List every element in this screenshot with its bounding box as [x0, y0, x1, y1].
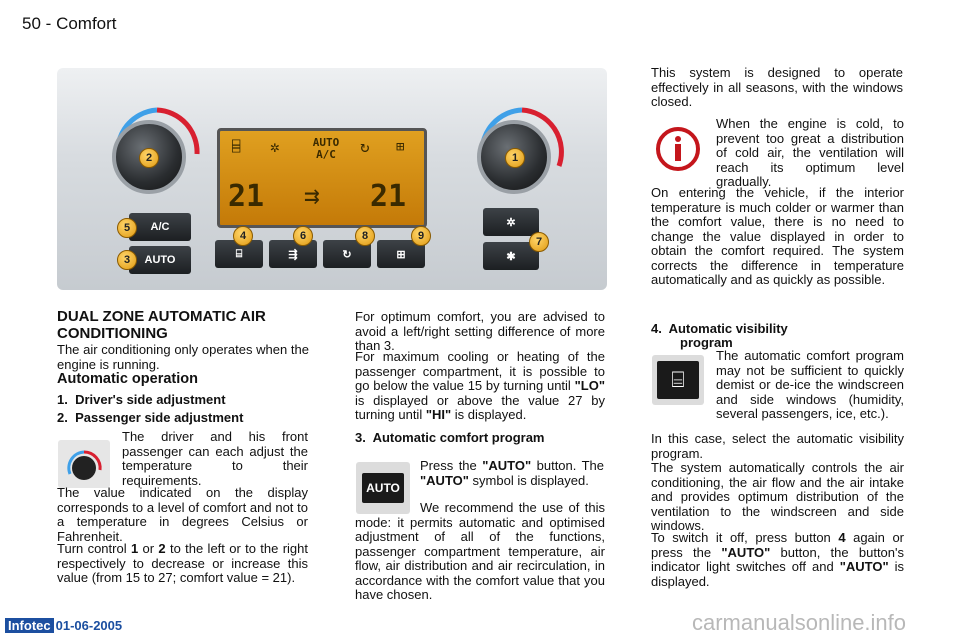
badge-5: 5 — [117, 218, 137, 238]
driver-passenger-paragraph: The driver and his front passenger can each adjust the temperature to their requirements. — [122, 429, 308, 488]
watermark: carmanualsonline.info — [692, 610, 907, 635]
list-item-3: 3. Automatic comfort program — [355, 430, 545, 445]
footer — [5, 618, 122, 633]
badge-1: 1 — [505, 148, 525, 168]
lcd-display — [217, 128, 427, 228]
list-item-4-cont: program — [680, 335, 733, 350]
display-temp-right: 21 — [370, 179, 407, 214]
badge-4: 4 — [233, 226, 253, 246]
fan-large-icon: ✲ — [506, 216, 516, 229]
recommend-paragraph: We recommend the use of this mode: it permits automatic and optimised adjustment of all of the functions, passenger compartment temperature, air flow, air distribution and air recirculation, in accordance with the comfort value that you have chosen. — [355, 500, 605, 602]
badge-2: 2 — [139, 148, 159, 168]
badge-3: 3 — [117, 250, 137, 270]
select-visibility-paragraph: In this case, select the automatic visibility program. — [651, 431, 904, 461]
display-value-paragraph: The value indicated on the display corresponds to a level of comfort and not to a temperature in degrees Celsius or Fahrenheit. — [57, 485, 308, 544]
windscreen-defrost-icon: ⌸ — [235, 247, 243, 260]
optimum-comfort-paragraph: For optimum comfort, you are advised to avoid a left/right setting difference of more than 3. — [355, 309, 605, 353]
rear-defrost-icon: ⊞ — [396, 248, 406, 261]
knob-illustration — [58, 440, 110, 488]
fan-small-icon: ✱ — [506, 250, 516, 263]
section-title: Comfort — [56, 14, 117, 33]
infotec-logo: Infotec — [5, 618, 54, 633]
page-header — [22, 14, 117, 34]
air-distribution-button[interactable] — [269, 240, 317, 268]
system-design-paragraph: This system is designed to operate effectively in all seasons, with the windows closed. — [651, 65, 903, 109]
list-item-2: 2. Passenger side adjustment — [57, 410, 244, 425]
intro-paragraph: The air conditioning only operates when the engine is running. — [57, 342, 309, 372]
auto-icon-label: AUTO — [362, 473, 404, 503]
badge-9: 9 — [411, 226, 431, 246]
badge-7: 7 — [529, 232, 549, 252]
climate-control-panel — [57, 68, 607, 290]
badge-6: 6 — [293, 226, 313, 246]
fan-display-icon: ✲ — [270, 137, 280, 156]
page-number: 50 — [22, 14, 41, 33]
display-auto-label: AUTO — [312, 136, 340, 149]
section-heading: DUAL ZONE AUTOMATIC AIR CONDITIONING — [57, 308, 266, 342]
info-note: When the engine is cold, to prevent too great a distribution of cold air, the ventilation will reach its optimum level gradually. — [716, 116, 904, 189]
list-item-1: 1. Driver's side adjustment — [57, 392, 226, 407]
recirculation-display-icon: ↻ — [360, 137, 370, 156]
defrost-display-icon: ⌸ — [232, 139, 241, 155]
defrost-button-illustration — [652, 355, 704, 405]
visibility-paragraph: The automatic comfort program may not be sufficient to quickly demist or de-ice the windscreen and side windows (humidity, several passengers, ice, etc.). — [716, 348, 904, 421]
press-auto-paragraph: Press the "AUTO" button. The "AUTO" symbol is displayed. — [420, 458, 604, 488]
switch-off-paragraph: To switch it off, press button 4 again or press the "AUTO" button, the button's indicator light switches off and "AUTO" is displayed. — [651, 530, 905, 589]
display-temp-left: 21 — [228, 179, 265, 214]
entering-vehicle-paragraph: On entering the vehicle, if the interior temperature is much colder or warmer than the comfort value, there is no need to change the value displayed in order to obtain the comfort required. The system corrects the difference in temperature automatically and as quickly as possible. — [651, 185, 904, 287]
badge-8: 8 — [355, 226, 375, 246]
ac-button[interactable]: A/C — [129, 213, 191, 241]
temperature-knob-icon — [62, 444, 106, 484]
airflow-seat-display-icon: ⇉ — [304, 181, 320, 211]
fan-increase-button[interactable] — [483, 208, 539, 236]
footer-date: 01-06-2005 — [55, 618, 123, 633]
windscreen-defrost-illustration-icon: ⌸ — [657, 361, 699, 399]
list-item-4: 4. Automatic visibility — [651, 321, 788, 336]
header-separator: - — [45, 14, 52, 33]
info-icon — [655, 126, 701, 177]
display-ac-label: A/C — [316, 148, 336, 161]
max-cooling-paragraph: For maximum cooling or heating of the passenger compartment, it is possible to go below the value 15 by turning until "LO" is displayed or above the value 27 by turning until "HI" is displayed. — [355, 349, 605, 422]
air-distribution-icon: ⇶ — [288, 248, 298, 261]
rear-defrost-display-icon: ⊞ — [396, 139, 405, 155]
system-controls-paragraph: The system automatically controls the air conditioning, the air flow and the air intake and provides optimum distribution of the ventilation to the windscreen and side windows. — [651, 460, 904, 533]
auto-button[interactable]: AUTO — [129, 246, 191, 274]
subheading-automatic-operation: Automatic operation — [57, 371, 198, 387]
turn-control-paragraph: Turn control 1 or 2 to the left or to the right respectively to decrease or increase this value (from 15 to 27; comfort value = 21). — [57, 541, 308, 585]
recirculation-icon: ↻ — [342, 248, 352, 261]
